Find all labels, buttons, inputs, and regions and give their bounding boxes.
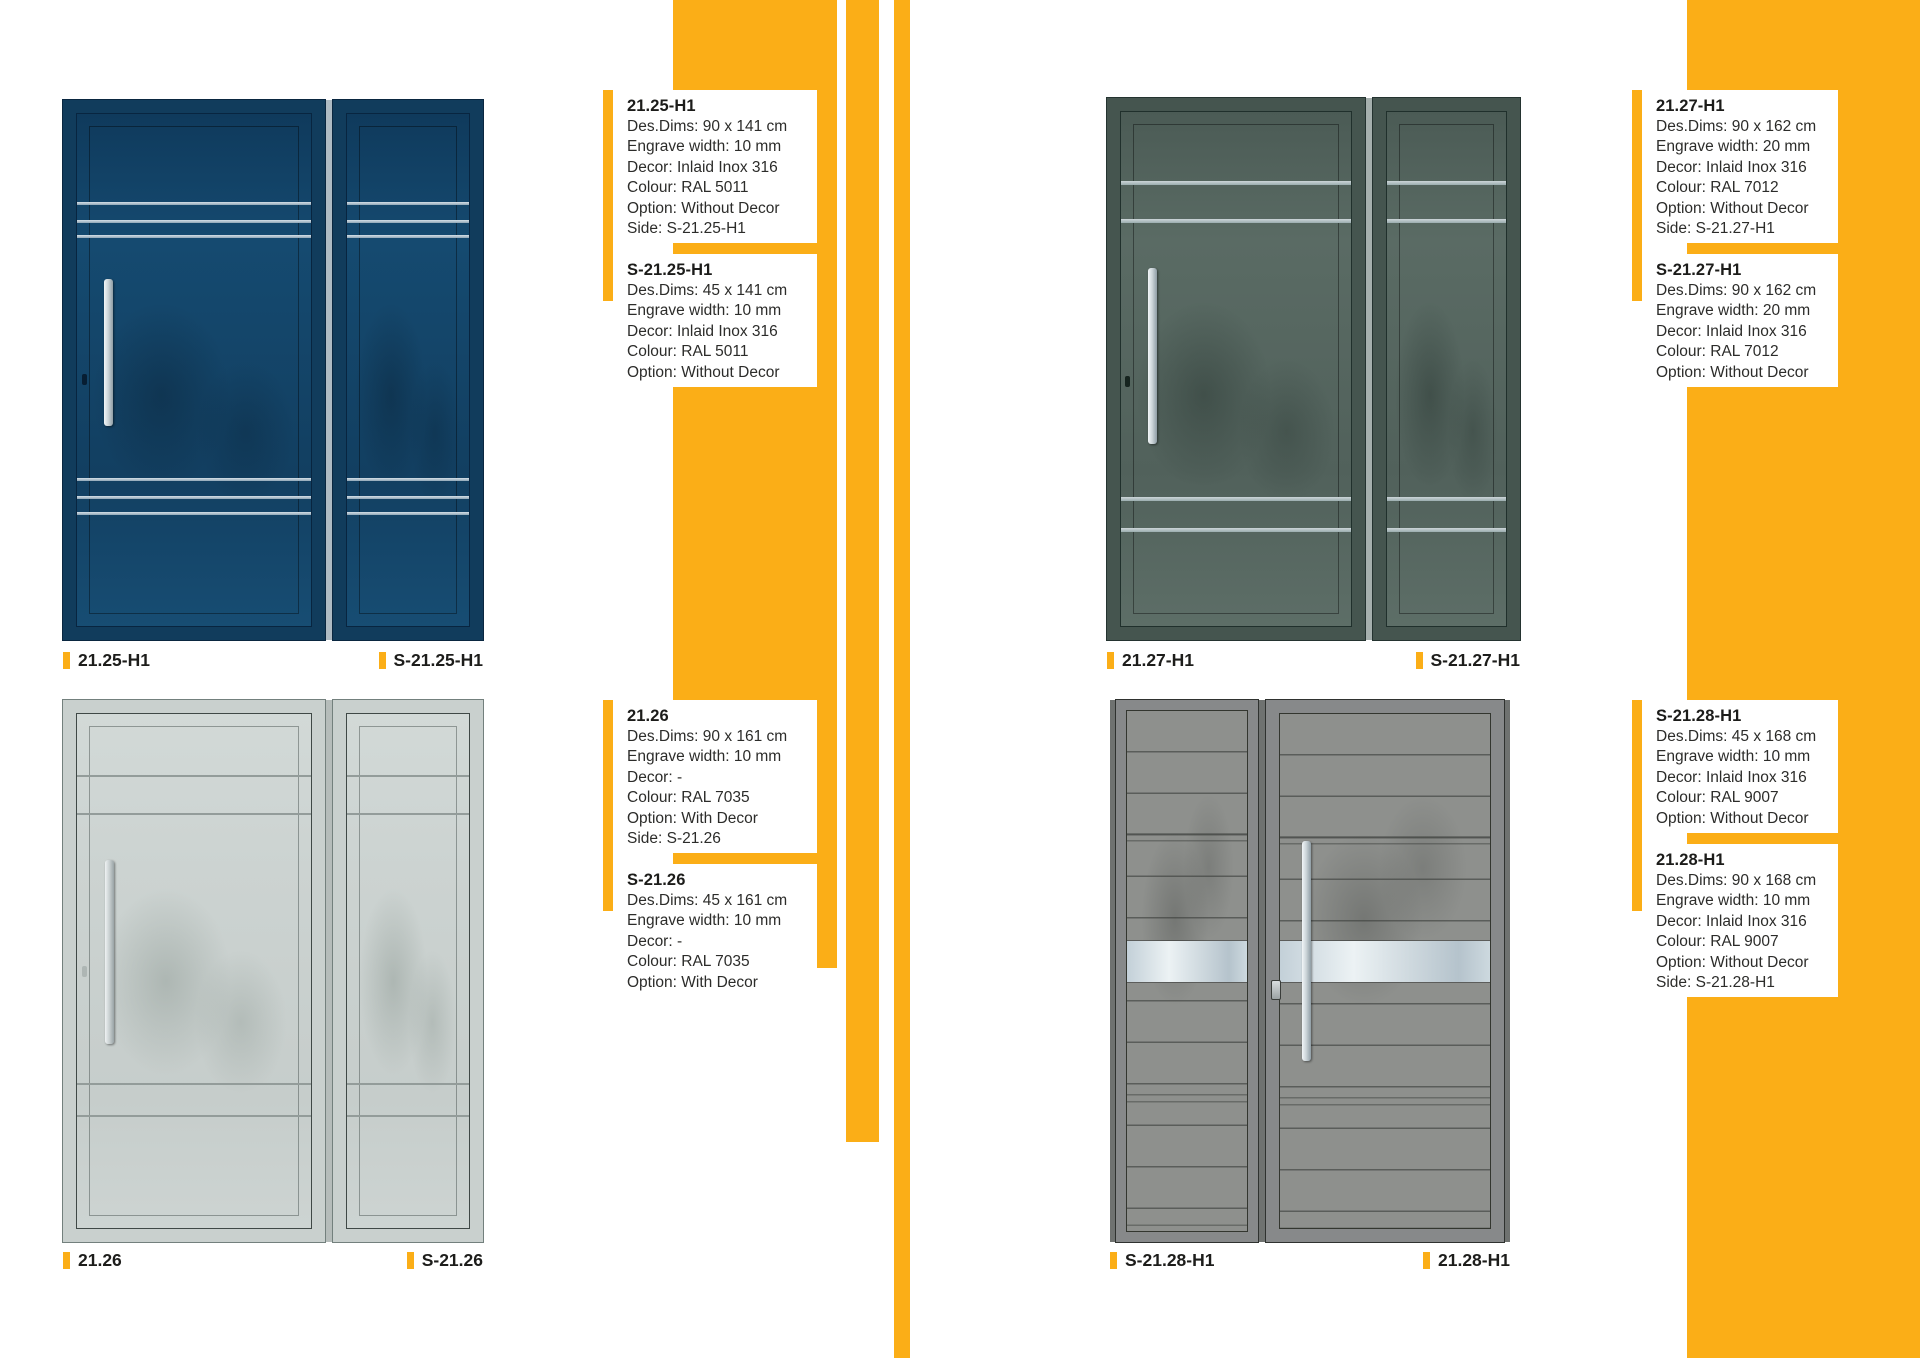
spec-line: Side: S-21.27-H1 bbox=[1656, 220, 1775, 238]
spec-line: Option: Without Decor bbox=[1656, 199, 1809, 217]
spec-line: Colour: RAL 7012 bbox=[1656, 343, 1779, 361]
spec-line: Engrave width: 20 mm bbox=[1656, 302, 1811, 320]
spec-line: Des.Dims: 90 x 141 cm bbox=[627, 118, 788, 135]
door-caption-label: 21.26 bbox=[78, 1250, 122, 1270]
engraved-line bbox=[77, 775, 311, 777]
engraved-line bbox=[77, 1083, 311, 1085]
spec-title: 21.25-H1 bbox=[627, 97, 696, 115]
door-panel bbox=[346, 113, 470, 627]
spec-line: Des.Dims: 45 x 161 cm bbox=[627, 892, 788, 909]
spec-line: Des.Dims: 90 x 162 cm bbox=[1656, 118, 1817, 135]
inox-stripe bbox=[347, 496, 469, 499]
engraved-line bbox=[347, 775, 469, 777]
spec-accent-bar bbox=[603, 90, 613, 301]
door-caption-label: S-21.26 bbox=[421, 1250, 483, 1270]
door-image-21-25-h1 bbox=[63, 100, 483, 640]
caption-marker bbox=[63, 652, 70, 669]
inox-stripe bbox=[1121, 497, 1351, 501]
inox-stripe bbox=[77, 496, 311, 499]
door-panel bbox=[1386, 111, 1507, 627]
spec-block bbox=[614, 254, 817, 387]
door-image-21-27-h1 bbox=[1107, 98, 1520, 640]
spec-line: Option: Without Decor bbox=[1656, 363, 1809, 381]
spec-line: Side: S-21.25-H1 bbox=[627, 220, 746, 238]
inox-stripe bbox=[1387, 497, 1506, 501]
spec-line: Option: Without Decor bbox=[627, 363, 780, 381]
inox-stripe bbox=[77, 235, 311, 238]
inox-stripe bbox=[77, 478, 311, 481]
spec-group-21-27-h1 bbox=[1643, 90, 1838, 387]
door-panel bbox=[76, 713, 312, 1229]
door-reflection bbox=[347, 714, 469, 1228]
spec-title: 21.28-H1 bbox=[1656, 851, 1725, 869]
spec-line: Des.Dims: 45 x 141 cm bbox=[627, 282, 788, 299]
door-caption-label: S-21.27-H1 bbox=[1430, 650, 1520, 670]
spec-line: Decor: Inlaid Inox 316 bbox=[627, 158, 778, 176]
caption-row bbox=[1107, 650, 1520, 671]
door-inner-frame bbox=[89, 126, 299, 614]
spec-line: Des.Dims: 90 x 162 cm bbox=[1656, 282, 1817, 299]
inox-stripe bbox=[1387, 181, 1506, 185]
door-image-21-26 bbox=[63, 700, 483, 1242]
door-keyhole bbox=[82, 966, 87, 977]
caption-row bbox=[63, 1250, 483, 1271]
caption-marker bbox=[1110, 1252, 1117, 1269]
caption-row bbox=[1110, 1250, 1510, 1271]
engraved-line bbox=[77, 813, 311, 815]
caption-row bbox=[63, 650, 483, 671]
door-panel bbox=[1120, 111, 1352, 627]
door-panel bbox=[346, 713, 470, 1229]
door-caption-label: 21.28-H1 bbox=[1438, 1250, 1510, 1270]
caption-marker bbox=[1107, 652, 1114, 669]
door-handle bbox=[1302, 841, 1311, 1061]
door-handle bbox=[1148, 268, 1157, 444]
spec-line: Engrave width: 10 mm bbox=[1656, 892, 1811, 910]
spec-line: Colour: RAL 7035 bbox=[627, 789, 750, 807]
caption-marker bbox=[1416, 652, 1423, 669]
door-handle bbox=[104, 279, 113, 426]
spec-block bbox=[614, 700, 817, 853]
door-panel bbox=[1279, 713, 1491, 1229]
door-caption bbox=[1416, 650, 1521, 671]
inox-stripe bbox=[347, 202, 469, 205]
inox-stripe bbox=[1387, 528, 1506, 532]
door-caption bbox=[63, 650, 150, 671]
spec-line: Decor: Inlaid Inox 316 bbox=[1656, 912, 1807, 930]
door-caption bbox=[63, 1250, 122, 1271]
door-side-panel bbox=[1373, 98, 1520, 640]
spec-line: Des.Dims: 90 x 168 cm bbox=[1656, 872, 1817, 889]
spec-block bbox=[1643, 254, 1838, 387]
spec-line: Side: S-21.28-H1 bbox=[1656, 974, 1775, 992]
spec-line: Engrave width: 10 mm bbox=[1656, 748, 1811, 766]
door-caption bbox=[1110, 1250, 1215, 1271]
spec-line: Colour: RAL 7012 bbox=[1656, 179, 1779, 197]
glass-panel bbox=[1127, 941, 1247, 982]
door-keyhole bbox=[1125, 376, 1130, 387]
spec-line: Engrave width: 10 mm bbox=[627, 912, 782, 930]
spec-block bbox=[1643, 90, 1838, 243]
orange-strip-1 bbox=[846, 0, 879, 1142]
spec-line: Option: With Decor bbox=[627, 973, 758, 991]
spec-accent-bar bbox=[1632, 90, 1642, 301]
engraved-line bbox=[347, 1083, 469, 1085]
door-main-leaf bbox=[1266, 700, 1504, 1242]
engraved-line bbox=[347, 813, 469, 815]
spec-line: Option: Without Decor bbox=[1656, 809, 1809, 827]
spec-line: Colour: RAL 5011 bbox=[627, 179, 749, 197]
door-inner-frame bbox=[359, 126, 457, 614]
inox-stripe bbox=[1121, 528, 1351, 532]
inox-stripe bbox=[347, 220, 469, 223]
caption-marker bbox=[379, 652, 386, 669]
inox-stripe bbox=[1121, 219, 1351, 223]
spec-block bbox=[614, 864, 817, 997]
caption-marker bbox=[407, 1252, 414, 1269]
door-caption bbox=[1423, 1250, 1510, 1271]
door-panel bbox=[1126, 710, 1248, 1232]
spec-group-21-26 bbox=[614, 700, 817, 997]
spec-line: Colour: RAL 7035 bbox=[627, 953, 750, 971]
spec-line: Decor: - bbox=[627, 932, 683, 950]
door-reflection bbox=[347, 114, 469, 626]
door-reflection bbox=[1387, 112, 1506, 626]
spec-title: S-21.25-H1 bbox=[627, 261, 713, 279]
spec-title: 21.27-H1 bbox=[1656, 97, 1725, 115]
spec-line: Engrave width: 10 mm bbox=[627, 302, 782, 320]
door-caption bbox=[1107, 650, 1194, 671]
spec-block bbox=[1643, 844, 1838, 997]
orange-strip-2 bbox=[894, 0, 910, 1358]
door-keyhole bbox=[1271, 980, 1281, 1000]
spec-title: S-21.28-H1 bbox=[1656, 707, 1742, 725]
door-main-leaf bbox=[63, 700, 325, 1242]
door-main-leaf bbox=[1107, 98, 1365, 640]
spec-line: Option: Without Decor bbox=[627, 199, 780, 217]
spec-line: Colour: RAL 9007 bbox=[1656, 789, 1779, 807]
door-caption-label: 21.25-H1 bbox=[78, 650, 150, 670]
spec-line: Engrave width: 10 mm bbox=[627, 748, 782, 766]
spec-line: Engrave width: 10 mm bbox=[627, 138, 782, 156]
glass-panel bbox=[1280, 941, 1490, 982]
door-caption-label: 21.27-H1 bbox=[1122, 650, 1194, 670]
spec-group-21-25-h1 bbox=[614, 90, 817, 387]
door-caption bbox=[407, 1250, 483, 1271]
door-inner-frame bbox=[1399, 124, 1494, 614]
engraved-line bbox=[77, 1115, 311, 1117]
spec-line: Des.Dims: 90 x 161 cm bbox=[627, 728, 788, 745]
spec-line: Decor: Inlaid Inox 316 bbox=[1656, 768, 1807, 786]
spec-title: 21.26 bbox=[627, 707, 669, 725]
spec-line: Colour: RAL 5011 bbox=[627, 343, 749, 361]
door-caption-label: S-21.25-H1 bbox=[393, 650, 483, 670]
spec-line: Decor: Inlaid Inox 316 bbox=[1656, 158, 1807, 176]
spec-line: Des.Dims: 45 x 168 cm bbox=[1656, 728, 1817, 745]
spec-block bbox=[614, 90, 817, 243]
spec-group-21-28-h1 bbox=[1643, 700, 1838, 997]
spec-line: Option: With Decor bbox=[627, 809, 758, 827]
spec-title: S-21.26 bbox=[627, 871, 686, 889]
spec-line: Decor: - bbox=[627, 768, 683, 786]
spec-line: Engrave width: 20 mm bbox=[1656, 138, 1811, 156]
engraved-line bbox=[347, 1115, 469, 1117]
door-side-panel bbox=[1116, 700, 1258, 1242]
spec-block bbox=[1643, 700, 1838, 833]
caption-marker bbox=[1423, 1252, 1430, 1269]
door-inner-frame bbox=[359, 726, 457, 1216]
inox-stripe bbox=[347, 235, 469, 238]
spec-title: S-21.27-H1 bbox=[1656, 261, 1742, 279]
door-inner-frame bbox=[89, 726, 299, 1216]
door-side-panel bbox=[333, 100, 483, 640]
spec-accent-bar bbox=[603, 700, 613, 911]
inox-stripe bbox=[77, 220, 311, 223]
inox-stripe bbox=[77, 512, 311, 515]
inox-stripe bbox=[77, 202, 311, 205]
inox-stripe bbox=[1121, 181, 1351, 185]
door-caption-label: S-21.28-H1 bbox=[1125, 1250, 1215, 1270]
door-panel bbox=[76, 113, 312, 627]
spec-accent-bar bbox=[1632, 700, 1642, 911]
door-keyhole bbox=[82, 374, 87, 385]
inox-stripe bbox=[1387, 219, 1506, 223]
door-image-21-28-h1 bbox=[1110, 700, 1510, 1242]
spec-line: Decor: Inlaid Inox 316 bbox=[1656, 322, 1807, 340]
door-handle bbox=[105, 860, 114, 1044]
door-main-leaf bbox=[63, 100, 325, 640]
inox-stripe bbox=[347, 512, 469, 515]
door-caption bbox=[379, 650, 484, 671]
door-side-panel bbox=[333, 700, 483, 1242]
inox-stripe bbox=[347, 478, 469, 481]
spec-line: Decor: Inlaid Inox 316 bbox=[627, 322, 778, 340]
door-inner-frame bbox=[1133, 124, 1339, 614]
spec-line: Side: S-21.26 bbox=[627, 830, 721, 848]
spec-line: Colour: RAL 9007 bbox=[1656, 933, 1779, 951]
spec-line: Option: Without Decor bbox=[1656, 953, 1809, 971]
caption-marker bbox=[63, 1252, 70, 1269]
